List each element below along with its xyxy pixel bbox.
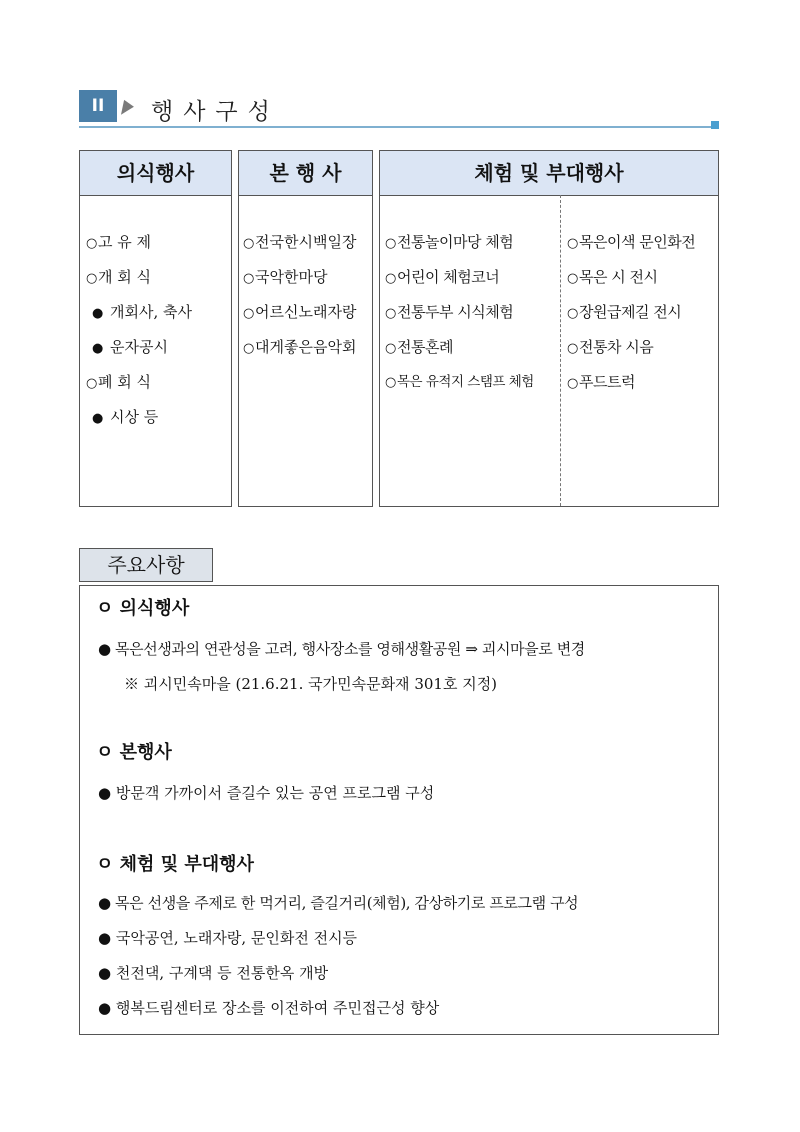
circle-bullet-icon: ○ [385,375,396,390]
circle-bullet-icon: ○ [567,271,578,286]
list-item [380,225,558,260]
list-item-text: 장원급제길 전시 [579,303,682,321]
experience-line: ● 국악공연, 노래자랑, 문인화전 전시등 [98,929,358,947]
dot-bullet-icon: ● [92,411,104,426]
section-underline [79,126,715,128]
circle-bullet-icon: ○ [243,271,255,286]
section-header [79,90,719,132]
experience-line: ● 행복드림센터로 장소를 이전하여 주민접근성 향상 [98,999,440,1017]
ceremony-line: ● 목은선생과의 연관성을 고려, 행사장소를 영해생활공원 ⇒ 괴시마을로 변경 [98,640,585,658]
main-event-box [238,150,373,507]
list-item-text: 전통혼례 [397,338,453,356]
ceremony-title: 의식행사 [80,151,231,196]
list-item [80,295,231,330]
list-item-text: 목은 유적지 스탬프 체험 [397,374,534,390]
main-heading: ㅇ 본행사 [96,742,172,763]
list-item-text: 어르신노래자랑 [255,303,357,321]
list-item [80,330,231,365]
circle-bullet-icon: ○ [243,341,255,356]
list-item [380,330,558,365]
list-item-text: 목은 시 전시 [579,268,658,286]
list-item-text: 목은이색 문인화전 [579,233,696,251]
circle-bullet-icon: ○ [385,271,396,286]
experience-box [379,150,719,507]
main-event-list [239,225,372,365]
list-item-text: 전국한시백일장 [255,233,357,251]
list-item [80,365,231,400]
list-item [80,260,231,295]
circle-bullet-icon: ○ [567,236,578,251]
dot-bullet-icon: ● [92,306,104,321]
section-title: 행사구성 [151,99,280,125]
circle-bullet-icon: ○ [567,341,578,356]
main-line: ● 방문객 가까이서 즐길수 있는 공연 프로그램 구성 [98,784,435,802]
list-item [80,225,231,260]
main-event-title: 본 행 사 [239,151,372,196]
circle-bullet-icon: ○ [567,376,578,391]
list-item [80,400,231,435]
ceremony-list [80,225,231,435]
circle-bullet-icon: ○ [86,376,98,391]
list-item [380,295,558,330]
triangle-icon [116,100,134,118]
circle-bullet-icon: ○ [86,236,98,251]
section-number: II [79,90,117,122]
circle-bullet-icon: ○ [385,341,396,356]
list-item [239,260,372,295]
ceremony-note: ※ 괴시민속마을 (21.6.21. 국가민속문화재 301호 지정) [124,675,498,693]
experience-line: ● 목은 선생을 주제로 한 먹거리, 즐길거리(체험), 감상하기로 프로그램 구성 [98,894,579,912]
list-item-text: 국악한마당 [255,268,328,286]
experience-list-left [380,225,558,400]
list-item [562,330,718,365]
list-item-text: 고 유 제 [98,233,152,251]
list-item-text: 전통놀이마당 체험 [397,233,514,251]
list-item-text: 전통차 시음 [579,338,654,356]
list-item [239,330,372,365]
list-item-text: 개 회 식 [98,268,152,286]
list-item-text: 푸드트럭 [579,373,635,391]
circle-bullet-icon: ○ [385,306,396,321]
list-item [380,260,558,295]
list-item-text: 어린이 체험코너 [397,268,500,286]
list-item [562,365,718,400]
dot-bullet-icon: ● [92,341,104,356]
circle-bullet-icon: ○ [567,306,578,321]
key-points-tab: 주요사항 [79,548,213,582]
circle-bullet-icon: ○ [86,271,98,286]
dashed-divider [560,195,561,506]
circle-bullet-icon: ○ [385,236,396,251]
key-points-box [79,585,719,1035]
list-item-text: 대게좋은음악회 [255,338,357,356]
list-item-text: 운자공시 [110,338,168,356]
experience-list-right [562,225,718,400]
list-item [562,260,718,295]
ceremony-heading: ㅇ 의식행사 [96,598,190,619]
list-item [239,295,372,330]
circle-bullet-icon: ○ [243,236,255,251]
list-item [562,295,718,330]
square-icon [711,121,719,129]
list-item [380,365,558,400]
ceremony-box [79,150,232,507]
circle-bullet-icon: ○ [243,306,255,321]
list-item-text: 전통두부 시식체험 [397,303,514,321]
list-item [562,225,718,260]
list-item-text: 개회사, 축사 [110,303,192,321]
experience-title: 체험 및 부대행사 [380,151,718,196]
list-item-text: 폐 회 식 [98,373,152,391]
list-item [239,225,372,260]
list-item-text: 시상 등 [110,408,159,426]
experience-heading: ㅇ 체험 및 부대행사 [96,854,254,875]
experience-line: ● 천전댁, 구계댁 등 전통한옥 개방 [98,964,329,982]
